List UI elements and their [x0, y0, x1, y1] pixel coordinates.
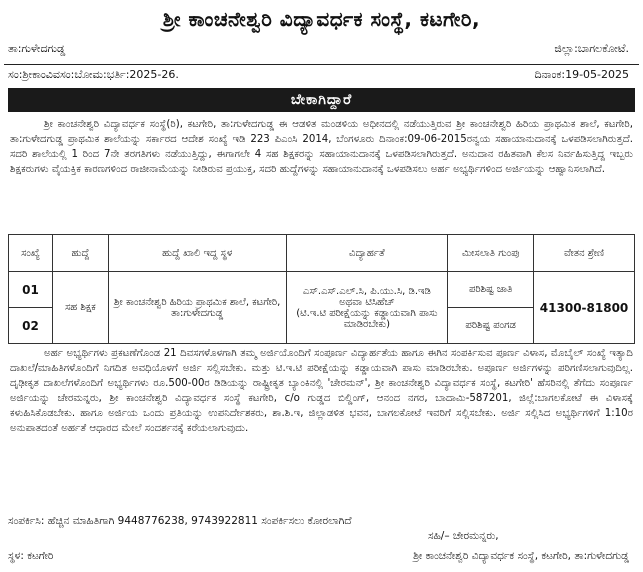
col-header-post: ಹುದ್ದೆ — [52, 235, 108, 272]
header-divider — [4, 64, 639, 65]
qualification-line: ಅಥವಾ ಟಿಸಿಹೆಚ್ — [339, 296, 395, 308]
post-cell: ಸಹ ಶಿಕ್ಷಕ — [52, 272, 108, 344]
intro-paragraph: ಶ್ರೀ ಕಾಂಚನೇಶ್ವರಿ ವಿದ್ಯಾವರ್ಧಕ ಸಂಸ್ಥೆ(ರಿ), ಕಟಗೇರಿ, ತಾ:ಗುಳೇದಗುಡ್ಡ ಈ ಆಡಳಿತ ಮಂಡಳಿಯ ಅಧೀನದಲ್ಲಿ ನಡೆಯುತ್ತಿರುವ ಶ್ರೀ ಕಾಂಚನೇಶ್ವರಿ ಹಿರಿಯ ಪ್ರಾಥಮಿಕ ಶಾಲೆ, ಕಟಗೇರಿ, ತಾ:ಗುಳೇದಗುಡ್ಡ ಪ್ರಾಥಮಿಕ ಶಾಲೆಯನ್ನು ಸರ್ಕಾರದ ಆದೇಶ ಸಂಖ್ಯೆ ಇಡಿ 223 ಪಿಎಂಸಿ 2014, ಬೆಂಗಳೂರು ದಿನಾಂಕ:09-06-2015ರನ್ವಯ ಸಹಾಯಾನುದಾನಕ್ಕೆ ಒಳಪಡಿಸಲಾಗಿರುತ್ತದೆ. ಸದರಿ ಶಾಲೆಯಲ್ಲಿ 1 ರಿಂದ 7ನೇ ತರಗತಿಗಳು ನಡೆಯುತ್ತಿದ್ದು, ಈಗಾಗಲೇ 4 ಸಹ ಶಿಕ್ಷಕರನ್ನು ಸಹಾಯಾನುದಾನಕ್ಕೆ ಒಳಪಡಿಸಲಾಗಿರುತ್ತದೆ. ಅನುದಾನ ರಹಿತವಾಗಿ ಕೆಲಸ ನಿರ್ವಹಿಸುತ್ತಿದ್ದ ಇಬ್ಬರು ಶಿಕ್ಷಕರುಗಳು ವೈಯಕ್ತಿಕ ಕಾರಣಗಳಿಂದ ರಾಜೀನಾಮೆಯನ್ನು ನೀಡಿರುವ ಪ್ರಯುಕ್ತ, ಸದರಿ ಹುದ್ದೆಗಳನ್ನು ಸಹಾಯಾನುದಾನಕ್ಕೆ ಒಳಪಡಿಸಲು ಅರ್ಹ ಅಭ್ಯರ್ಥಿಗಳಿಂದ ಅರ್ಜಿಯನ್ನು ಆಹ್ವಾನಿಸಲಾಗಿದೆ. — [10, 119, 633, 175]
qualification-line: ಎಸ್.ಎಸ್.ಎಲ್.ಸಿ, ಪಿ.ಯು.ಸಿ, ಡಿ.ಇಡಿ — [302, 285, 431, 297]
col-header-location: ಹುದ್ದೆ ಖಾಲಿ ಇದ್ದ ಸ್ಥಳ — [108, 235, 286, 272]
signature-line: ಸಹಿ/– ಚೇರಮನ್ನರು, — [428, 530, 499, 542]
contact-line: ಸಂಪರ್ಕಿಸಿ: ಹೆಚ್ಚಿನ ಮಾಹಿತಿಗಾಗಿ 9448776238, 9743922811 ಸಂಪರ್ಕಿಸಲು ಕೋರಲಾಗಿದೆ — [8, 515, 352, 527]
table-row — [9, 272, 635, 308]
issuer-line: ಶ್ರೀ ಕಾಂಚನೇಶ್ವರಿ ವಿದ್ಯಾವರ್ಧಕ ಸಂಸ್ಥೆ, ಕಟಗೇರಿ, ತಾ:ಗುಳೇದಗುಡ್ಡ — [413, 550, 629, 562]
reference-number: ಸಂ:ಶ್ರೀಕಾಂವಿವಸಂ:ಬೋಮ:ಭರ್ತಿ:2025-26. — [8, 68, 179, 81]
instructions-paragraph: ಅರ್ಹ ಅಭ್ಯರ್ಥಿಗಳು ಪ್ರಕಟಣೆಗೊಂಡ 21 ದಿವಸಗಳೊಳಗಾಗಿ ತಮ್ಮ ಅರ್ಜಿಯೊಂದಿಗೆ ಸಂಪೂರ್ಣ ವಿದ್ಯಾರ್ಹತೆಯ ಹಾಗೂ ಈಗಿನ ಸಂಪರ್ಕಿಸುವ ಪೂರ್ಣ ವಿಳಾಸ, ಮೊಬೈಲ್ ಸಂಖ್ಯೆ ಇತ್ಯಾದಿ ದಾಖಲೆ/ಮಾಹಿತಿಗಳೊಂದಿಗೆ ನಿಗದಿತ ಅವಧಿಯೊಳಗೆ ಅರ್ಜಿ ಸಲ್ಲಿಸಬೇಕು. ಮತ್ತು ಟಿ.ಇ.ಟಿ ಪರೀಕ್ಷೆಯನ್ನು ಕಡ್ಡಾಯವಾಗಿ ಪಾಸು ಮಾಡಿರಬೇಕು. ಅಪೂರ್ಣ ಅರ್ಜಿಗಳನ್ನು ಪರಿಗಣಿಸಲಾಗುವುದಿಲ್ಲ. ದೃಢೀಕೃತ ದಾಖಲೆಗಳೊಂದಿಗೆ ಅಭ್ಯರ್ಥಿಗಳು ರೂ.500-00ರ ಡಿಡಿಯನ್ನು ರಾಷ್ಟ್ರೀಕೃತ ಬ್ಯಾಂಕಿನಲ್ಲಿ 'ಚೇರಮನ್', ಶ್ರೀ ಕಾಂಚನೇಶ್ವರಿ ವಿದ್ಯಾವರ್ಧಕ ಸಂಸ್ಥೆ, ಕಟಗೇರಿ' ಹೆಸರಿನಲ್ಲಿ ತೆಗೆದು ಸಂಪೂರ್ಣ ಅರ್ಜಿಯನ್ನು ಚೇರಮನ್ನರು, ಶ್ರೀ ಕಾಂಚನೇಶ್ವರಿ ವಿದ್ಯಾವರ್ಧಕ ಸಂಸ್ಥೆ ಕಟಗೇರಿ, c/o ಗುಡ್ಡದ ಬಿಲ್ಡಿಂಗ್, ಆನಂದ ನಗರ, ಬಾದಾಮಿ-587201, ಜಿಲ್ಲೆ:ಬಾಗಲಕೋಟೆ ಈ ವಿಳಾಸಕ್ಕೆ ಕಳುಹಿಸಿಕೊಡಬೇಕು. ಹಾಗೂ ಅರ್ಜಿಯ ಒಂದು ಪ್ರತಿಯನ್ನು ಉಪನಿರ್ದೇಶಕರು, ಶಾ.ಶಿ.ಇ, ಜಿಲ್ಲಾಡಳಿತ ಭವನ, ಬಾಗಲಕೋಟೆ ಇವರಿಗೆ ಸಲ್ಲಿಸಬೇಕು. ಅರ್ಜಿ ಸಲ್ಲಿಸಿದ ಅಭ್ಯರ್ಥಿಗಳಿಗೆ 1:10ರ ಅನುಪಾತದಂತೆ ಅರ್ಹತೆ ಆಧಾರದ ಮೇಲೆ ಸಂದರ್ಶನಕ್ಕೆ ಕರೆಯಲಾಗುವುದು. — [10, 348, 633, 434]
pay-scale-cell: 41300-81800 — [534, 272, 635, 344]
place-line: ಸ್ಥಳ: ಕಟಗೇರಿ — [8, 550, 54, 562]
location-cell: ಶ್ರೀ ಕಾಂಚನೇಶ್ವರಿ ಹಿರಿಯ ಪ್ರಾಥಮಿಕ ಶಾಲೆ, ಕಟಗೇರಿ, ತಾ:ಗುಳೇದಗುಡ್ಡ — [108, 272, 286, 344]
notice-heading: ಬೇಕಾಗಿದ್ದಾರೆ — [8, 88, 635, 112]
qualification-note: (ಟಿ.ಇ.ಟಿ ಪರೀಕ್ಷೆಯನ್ನು ಕಡ್ಡಾಯವಾಗಿ ಪಾಸು ಮಾಡಿರಬೇಕು) — [296, 307, 438, 330]
taluk-label: ತಾ:ಗುಳೇದಗುಡ್ಡ — [8, 42, 66, 55]
vacancy-table — [8, 234, 635, 344]
row-number: 02 — [9, 308, 53, 344]
district-label: ಜಿಲ್ಲಾ:ಬಾಗಲಕೋಟೆ. — [554, 42, 629, 55]
col-header-reservation: ಮೀಸಲಾತಿ ಗುಂಪು — [448, 235, 534, 272]
reservation-cell: ಪರಿಶಿಷ್ಟ ಪಂಗಡ — [448, 308, 534, 344]
col-header-qualification: ವಿದ್ಯಾರ್ಹತೆ — [286, 235, 448, 272]
col-header-number: ಸಂಖ್ಯೆ — [9, 235, 53, 272]
col-header-pay-scale: ವೇತನ ಶ್ರೇಣಿ — [534, 235, 635, 272]
qualification-cell — [286, 272, 448, 344]
row-number: 01 — [9, 272, 53, 308]
notice-date: ದಿನಾಂಕ:19-05-2025 — [534, 68, 629, 81]
table-header-row — [9, 235, 635, 272]
institution-title: ಶ್ರೀ ಕಾಂಚನೇಶ್ವರಿ ವಿದ್ಯಾವರ್ಧಕ ಸಂಸ್ಥೆ, ಕಟಗೇರಿ, — [162, 7, 481, 31]
reservation-cell: ಪರಿಶಿಷ್ಟ ಜಾತಿ — [448, 272, 534, 308]
